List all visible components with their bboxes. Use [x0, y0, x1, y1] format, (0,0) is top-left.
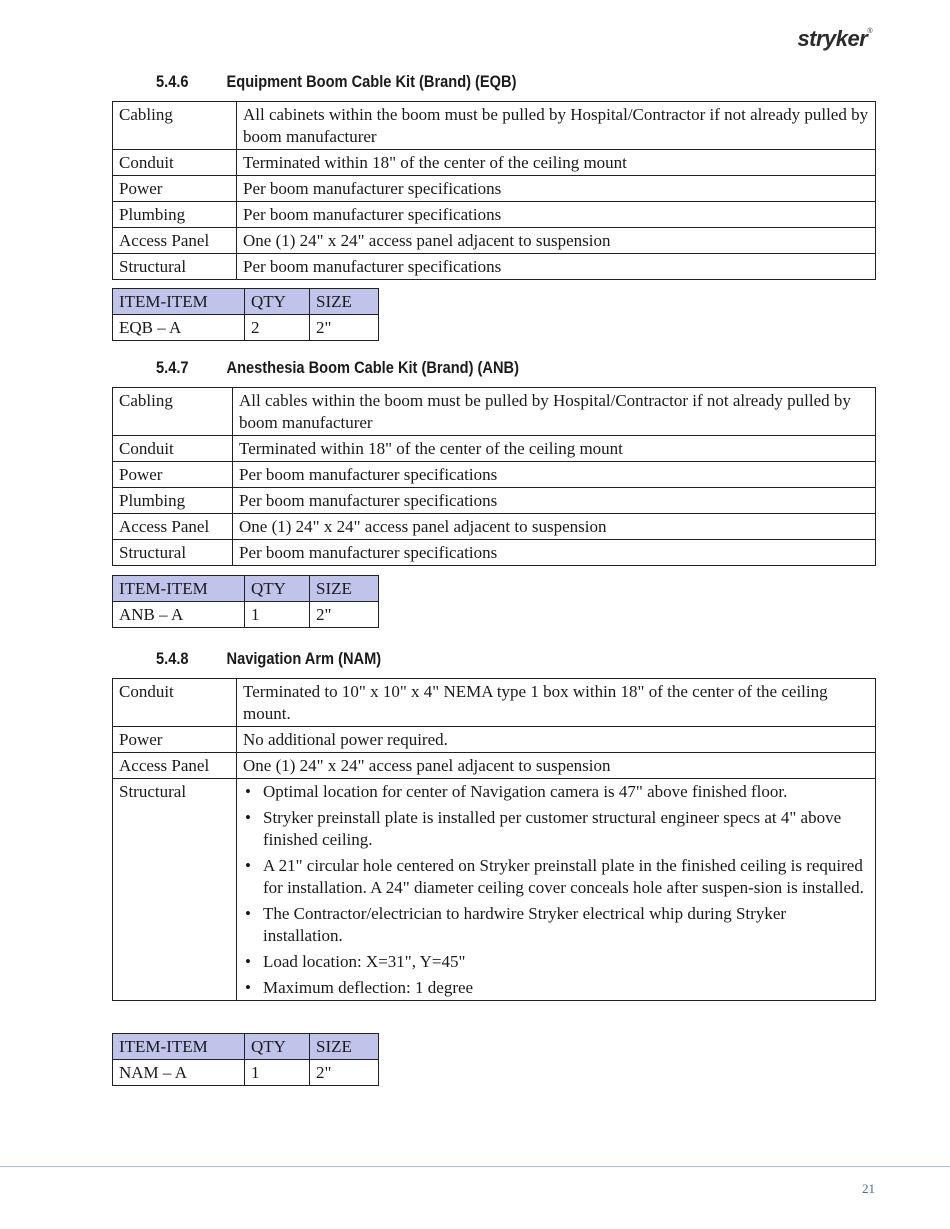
item-size: 2" — [310, 1060, 379, 1086]
section-title: Equipment Boom Cable Kit (Brand) (EQB) — [226, 72, 517, 91]
table-row — [113, 102, 876, 150]
section-number: 5.4.8 — [156, 649, 189, 668]
item-code: NAM – A — [113, 1060, 245, 1086]
list-item: • A 21" circular hole centered on Stryker preinstall plate in the finished ceiling is required for installation. A 24" diameter ceiling cover conceals hole after suspen-sion is installed. — [263, 855, 869, 899]
col-header-size: SIZE — [310, 576, 379, 602]
section-heading-anb — [156, 358, 519, 378]
row-label: Structural — [113, 779, 237, 1001]
row-label: Power — [113, 462, 233, 488]
table-row — [113, 202, 876, 228]
col-header-item: ITEM-ITEM — [113, 576, 245, 602]
row-value: One (1) 24" x 24" access panel adjacent to suspension — [233, 514, 876, 540]
row-value: Terminated to 10" x 10" x 4" NEMA type 1 box within 18" of the center of the ceiling mount. — [237, 679, 876, 727]
stryker-logo: stryker® — [797, 26, 872, 51]
item-table-nam — [112, 1033, 379, 1086]
table-row — [113, 779, 876, 1001]
item-code: ANB – A — [113, 602, 245, 628]
table-row — [113, 514, 876, 540]
item-qty: 2 — [245, 315, 310, 341]
row-value: Terminated within 18" of the center of the ceiling mount — [237, 150, 876, 176]
table-row — [113, 436, 876, 462]
item-qty: 1 — [245, 1060, 310, 1086]
row-value: No additional power required. — [237, 727, 876, 753]
footer-divider — [0, 1166, 950, 1167]
section-title: Anesthesia Boom Cable Kit (Brand) (ANB) — [226, 358, 519, 377]
section-number: 5.4.6 — [156, 72, 189, 91]
table-row — [113, 150, 876, 176]
row-value: One (1) 24" x 24" access panel adjacent to suspension — [237, 753, 876, 779]
row-label: Plumbing — [113, 488, 233, 514]
table-row — [113, 176, 876, 202]
table-row — [113, 388, 876, 436]
row-value: Per boom manufacturer specifications — [237, 202, 876, 228]
row-value: Per boom manufacturer specifications — [233, 540, 876, 566]
item-qty: 1 — [245, 602, 310, 628]
row-value: Per boom manufacturer specifications — [233, 462, 876, 488]
col-header-qty: QTY — [245, 1034, 310, 1060]
row-value: All cabinets within the boom must be pulled by Hospital/Contractor if not already pulled by boom manufacturer — [237, 102, 876, 150]
table-row — [113, 602, 379, 628]
table-row — [113, 488, 876, 514]
table-row — [113, 1060, 379, 1086]
row-label: Plumbing — [113, 202, 237, 228]
item-table-header — [113, 289, 379, 315]
table-row — [113, 228, 876, 254]
table-row — [113, 315, 379, 341]
table-row — [113, 753, 876, 779]
list-item: • Optimal location for center of Navigation camera is 47" above finished floor. — [263, 781, 869, 803]
col-header-size: SIZE — [310, 289, 379, 315]
section-title: Navigation Arm (NAM) — [226, 649, 382, 668]
row-value: Per boom manufacturer specifications — [237, 254, 876, 280]
list-item: • The Contractor/electrician to hardwire Stryker electrical whip during Stryker installation. — [263, 903, 869, 947]
item-table-anb — [112, 575, 379, 628]
section-heading-nam — [156, 649, 381, 669]
row-label: Structural — [113, 540, 233, 566]
row-label: Structural — [113, 254, 237, 280]
col-header-qty: QTY — [245, 576, 310, 602]
list-item: • Stryker preinstall plate is installed per customer structural engineer specs at 4" above finished ceiling. — [263, 807, 869, 851]
item-size: 2" — [310, 602, 379, 628]
col-header-size: SIZE — [310, 1034, 379, 1060]
table-row — [113, 727, 876, 753]
row-label: Access Panel — [113, 228, 237, 254]
item-size: 2" — [310, 315, 379, 341]
list-item: • Load location: X=31", Y=45" — [263, 951, 869, 973]
section-number: 5.4.7 — [156, 358, 189, 377]
table-row — [113, 679, 876, 727]
row-label: Access Panel — [113, 514, 233, 540]
list-item: • Maximum deflection: 1 degree — [263, 977, 869, 999]
row-label: Cabling — [113, 102, 237, 150]
row-label: Power — [113, 727, 237, 753]
row-label: Power — [113, 176, 237, 202]
table-row — [113, 540, 876, 566]
spec-table-nam — [112, 678, 876, 1001]
row-label: Conduit — [113, 150, 237, 176]
row-value: One (1) 24" x 24" access panel adjacent to suspension — [237, 228, 876, 254]
page-number: 21 — [862, 1181, 875, 1196]
item-table-eqb — [112, 288, 379, 341]
item-table-header — [113, 576, 379, 602]
col-header-item: ITEM-ITEM — [113, 1034, 245, 1060]
col-header-item: ITEM-ITEM — [113, 289, 245, 315]
col-header-qty: QTY — [245, 289, 310, 315]
row-label: Access Panel — [113, 753, 237, 779]
item-table-header — [113, 1034, 379, 1060]
spec-table-anb — [112, 387, 876, 566]
row-value: Per boom manufacturer specifications — [237, 176, 876, 202]
row-value: Terminated within 18" of the center of the ceiling mount — [233, 436, 876, 462]
row-label: Conduit — [113, 436, 233, 462]
section-heading-eqb — [156, 72, 516, 92]
table-row — [113, 462, 876, 488]
spec-table-eqb — [112, 101, 876, 280]
row-label: Conduit — [113, 679, 237, 727]
row-label: Cabling — [113, 388, 233, 436]
structural-bullets-cell — [237, 779, 876, 1001]
item-code: EQB – A — [113, 315, 245, 341]
structural-bullet-list — [243, 781, 869, 999]
table-row — [113, 254, 876, 280]
row-value: Per boom manufacturer specifications — [233, 488, 876, 514]
row-value: All cables within the boom must be pulled by Hospital/Contractor if not already pulled by boom manufacturer — [233, 388, 876, 436]
